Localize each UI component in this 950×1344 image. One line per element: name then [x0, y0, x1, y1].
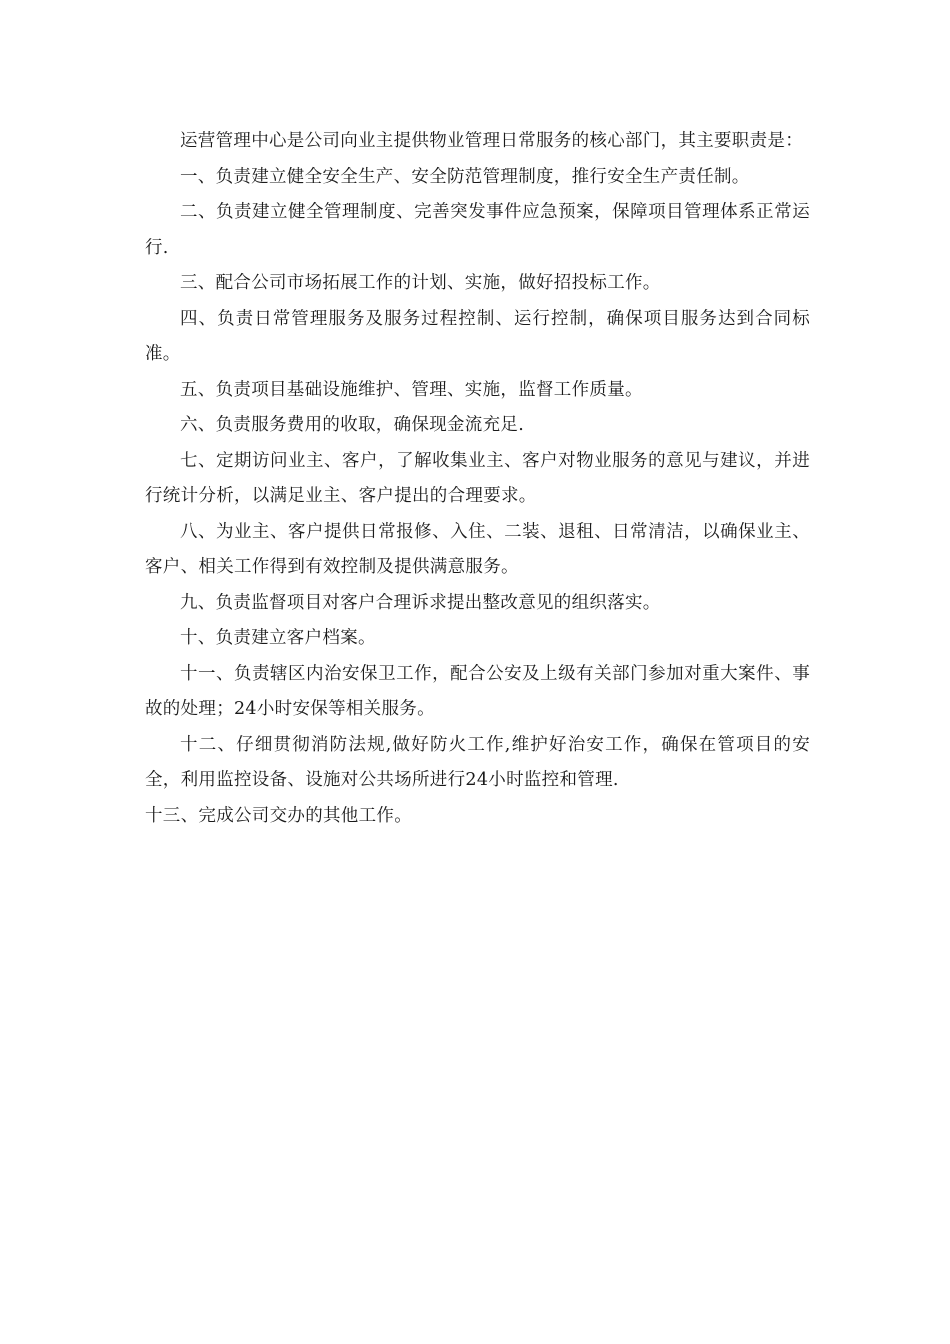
duty-item-11: 十一、负责辖区内治安保卫工作，配合公安及上级有关部门参加对重大案件、事故的处理；24小时安保等相关服务。: [145, 663, 810, 719]
duty-item-12: 十二、仔细贯彻消防法规,做好防火工作,维护好治安工作，确保在管项目的安全，利用监控设备、设施对公共场所进行24小时监控和管理.: [145, 734, 810, 790]
duty-item-3: 三、配合公司市场拓展工作的计划、实施，做好招投标工作。: [180, 273, 661, 293]
duty-item-9: 九、负责监督项目对客户合理诉求提出整改意见的组织落实。: [180, 592, 661, 613]
duty-item-1: 一、负责建立健全安全生产、安全防范管理制度，推行安全生产责任制。: [180, 166, 750, 187]
duty-item-4: 四、负责日常管理服务及服务过程控制、运行控制，确保项目服务达到合同标准。: [145, 308, 810, 364]
duty-item-10: 十、负责建立客户档案。: [180, 628, 376, 648]
intro-paragraph: 运营管理中心是公司向业主提供物业管理日常服务的核心部门，其主要职责是：: [180, 131, 803, 151]
duty-item-13: 十三、完成公司交办的其他工作。: [145, 805, 412, 826]
duty-item-7: 七、定期访问业主、客户，了解收集业主、客户对物业服务的意见与建议，并进行统计分析，以满足业主、客户提出的合理要求。: [145, 450, 810, 506]
duty-item-2: 二、负责建立健全管理制度、完善突发事件应急预案，保障项目管理体系正常运行.: [145, 202, 810, 258]
duty-item-8: 八、为业主、客户提供日常报修、入住、二装、退租、日常清洁，以确保业主、客户、相关工作得到有效控制及提供满意服务。: [145, 521, 810, 577]
duty-item-5: 五、负责项目基础设施维护、管理、实施，监督工作质量。: [180, 379, 643, 400]
duty-item-6: 六、负责服务费用的收取，确保现金流充足.: [180, 415, 525, 435]
document-body: [145, 124, 810, 834]
